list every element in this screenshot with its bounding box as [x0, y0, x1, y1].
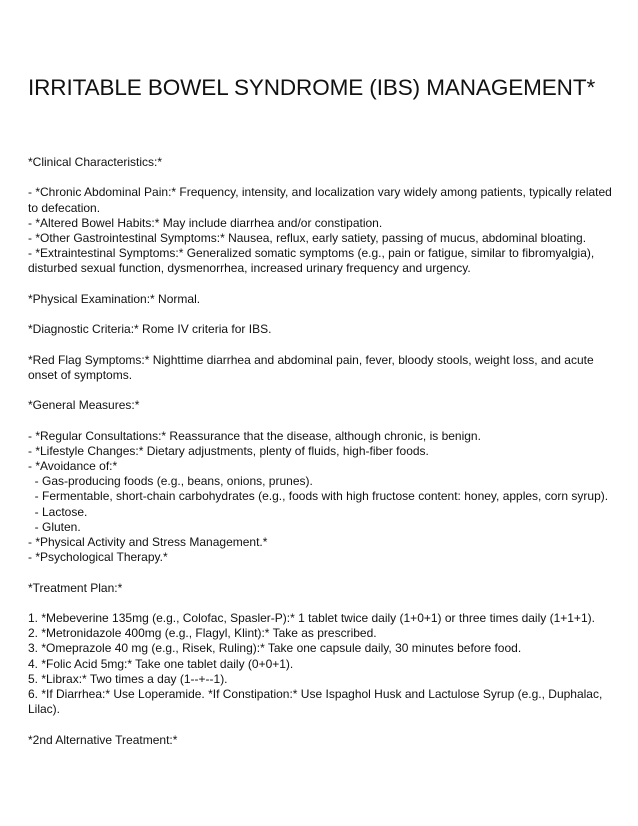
general-measure-subitem: - Fermentable, short-chain carbohydrates (e.g., foods with high fructose content: honey, apples, corn syrup).	[28, 489, 609, 504]
paragraph-gap	[28, 717, 613, 732]
clinical-characteristics-heading: *Clinical Characteristics:*	[28, 155, 163, 169]
general-measure-subitem: - Gas-producing foods (e.g., beans, onions, prunes).	[28, 474, 313, 489]
treatment-item: 1. *Mebeverine 135mg (e.g., Colofac, Spasler-P):* 1 tablet twice daily (1+0+1) or three times daily (1+1+1).	[28, 610, 595, 625]
clinical-item: - *Other Gastrointestinal Symptoms:* Nausea, reflux, early satiety, passing of mucus, abdominal bloating.	[28, 231, 587, 245]
general-measure-item: - *Regular Consultations:* Reassurance that the disease, although chronic, is benign.	[28, 428, 481, 443]
clinical-item: - *Chronic Abdominal Pain:* Frequency, intensity, and localization vary widely among patients, typically related to defecation.	[28, 185, 616, 215]
page-title: IRRITABLE BOWEL SYNDROME (IBS) MANAGEMENT*	[28, 75, 596, 100]
clinical-item: - *Altered Bowel Habits:* May include diarrhea and/or constipation.	[28, 215, 383, 230]
alternative-treatment-heading: *2nd Alternative Treatment:*	[28, 732, 178, 747]
general-measure-item: - *Psychological Therapy.*	[28, 550, 168, 565]
document-body	[28, 155, 616, 748]
paragraph-gap	[28, 307, 613, 322]
paragraph-gap	[28, 277, 613, 292]
treatment-item: 3. *Omeprazole 40 mg (e.g., Risek, Ruling):* Take one capsule daily, 30 minutes before food.	[28, 641, 522, 656]
general-measure-subitem: - Lactose.	[28, 504, 88, 519]
paragraph-gap	[28, 596, 613, 611]
general-measures-heading: *General Measures:*	[28, 398, 140, 413]
treatment-item: 6. *If Diarrhea:* Use Loperamide. *If Constipation:* Use Ispaghol Husk and Lactulose Syrup (e.g., Duphalac, Lilac).	[28, 686, 606, 717]
paragraph-gap	[28, 337, 613, 352]
clinical-item: - *Extraintestinal Symptoms:* Generalized somatic symptoms (e.g., pain or fatigue, similar to fibromyalgia), disturbed sexual function, dysmenorrhea, increased urinary frequency and urgency.	[28, 246, 598, 276]
general-measure-item: - *Avoidance of:*	[28, 458, 118, 473]
general-measure-item: - *Lifestyle Changes:* Dietary adjustments, plenty of fluids, high-fiber foods.	[28, 443, 429, 458]
paragraph-gap	[28, 170, 613, 185]
red-flag-symptoms: *Red Flag Symptoms:* Nighttime diarrhea and abdominal pain, fever, bloody stools, weight loss, and acute onset of symptoms.	[28, 352, 597, 382]
treatment-item: 4. *Folic Acid 5mg:* Take one tablet daily (0+0+1).	[28, 656, 294, 671]
paragraph-gap	[28, 565, 613, 580]
treatment-plan-heading: *Treatment Plan:*	[28, 580, 123, 595]
treatment-item: 5. *Librax:* Two times a day (1--+--1).	[28, 671, 228, 686]
paragraph-gap	[28, 383, 613, 398]
general-measure-item: - *Physical Activity and Stress Management.*	[28, 534, 268, 549]
paragraph-gap	[28, 413, 613, 428]
general-measure-subitem: - Gluten.	[28, 519, 81, 534]
diagnostic-criteria: *Diagnostic Criteria:* Rome IV criteria for IBS.	[28, 322, 272, 337]
physical-examination: *Physical Examination:* Normal.	[28, 291, 201, 306]
treatment-item: 2. *Metronidazole 400mg (e.g., Flagyl, Klint):* Take as prescribed.	[28, 626, 377, 641]
